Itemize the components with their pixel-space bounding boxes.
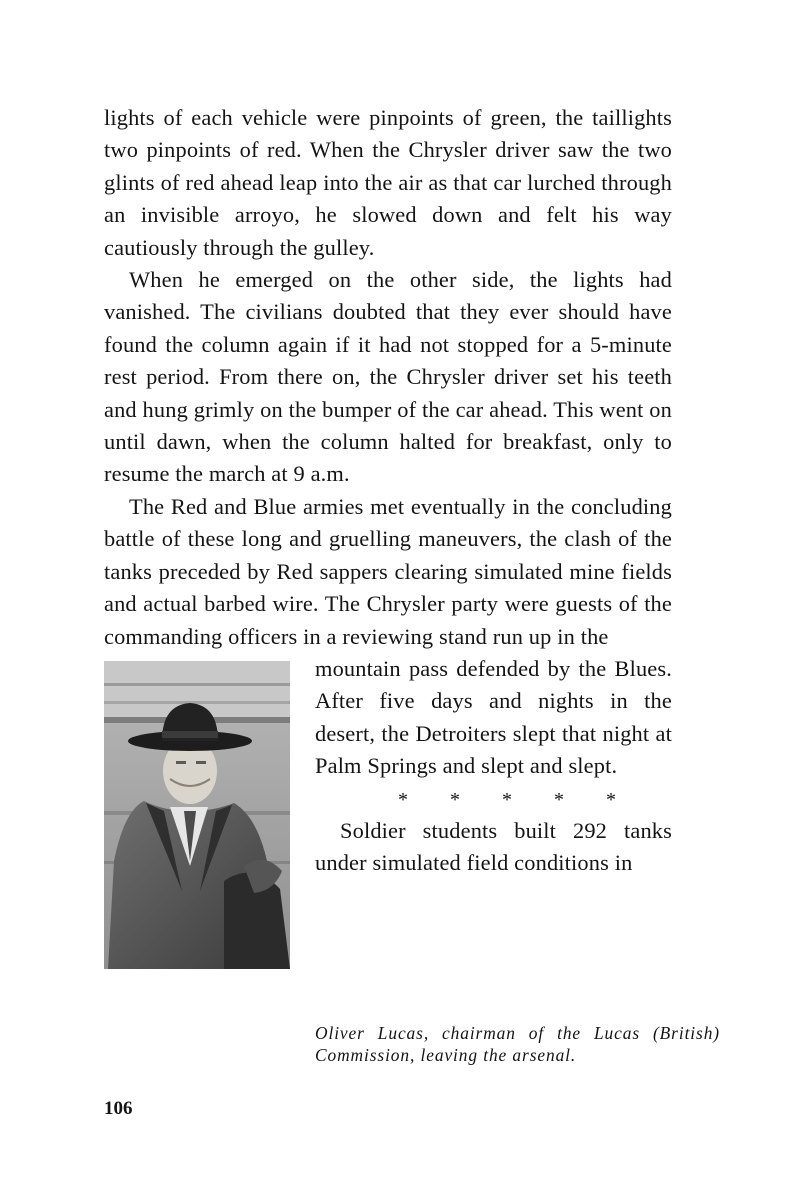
paragraph-mountain-pass: mountain pass defended by the Blues. After five days and nights in the desert, the Detroiters slept that night at Palm Springs and slept and slept. bbox=[315, 655, 672, 779]
text-column bbox=[104, 102, 672, 977]
photo-caption: Oliver Lucas, chairman of the Lucas (British) Commission, leaving the arsenal. bbox=[315, 1023, 720, 1065]
page-number: 106 bbox=[104, 1098, 133, 1119]
portrait-illustration bbox=[104, 661, 290, 969]
wrapped-text bbox=[315, 653, 672, 879]
section-break-asterisks: * * * * * bbox=[398, 788, 635, 811]
photo-oliver-lucas bbox=[104, 661, 290, 969]
paragraph-lights-vanished: When he emerged on the other side, the lights had vanished. The civilians doubted that they ever should have found the column again if it had not stopped for a 5-minute rest period. From there on, the Chrysler driver set his teeth and hung grimly on the bumper of the car ahead. This went on until dawn, when the column halted for breakfast, only to resume the march at 9 a.m. bbox=[104, 267, 672, 487]
paragraph-red-and-blue: The Red and Blue armies met eventually in the concluding battle of these long and gruelling maneuvers, the clash of the tanks preceded by Red sappers clearing simulated mine fields and actual barbed wire. The Chrysler party were guests of the commanding officers in a reviewing stand run up in the bbox=[104, 493, 672, 649]
photo-wrap-block bbox=[104, 653, 672, 977]
paragraph-continuation: lights of each vehicle were pinpoints of green, the taillights two pinpoints of red. When the Chrysler driver saw the two glints of red ahead leap into the air as that car lurched through an invisible arroyo, he slowed down and felt his way cautiously through the gulley. bbox=[104, 105, 672, 260]
paragraph-soldier-students: Soldier students built 292 tanks under simulated field conditions in bbox=[315, 817, 672, 875]
